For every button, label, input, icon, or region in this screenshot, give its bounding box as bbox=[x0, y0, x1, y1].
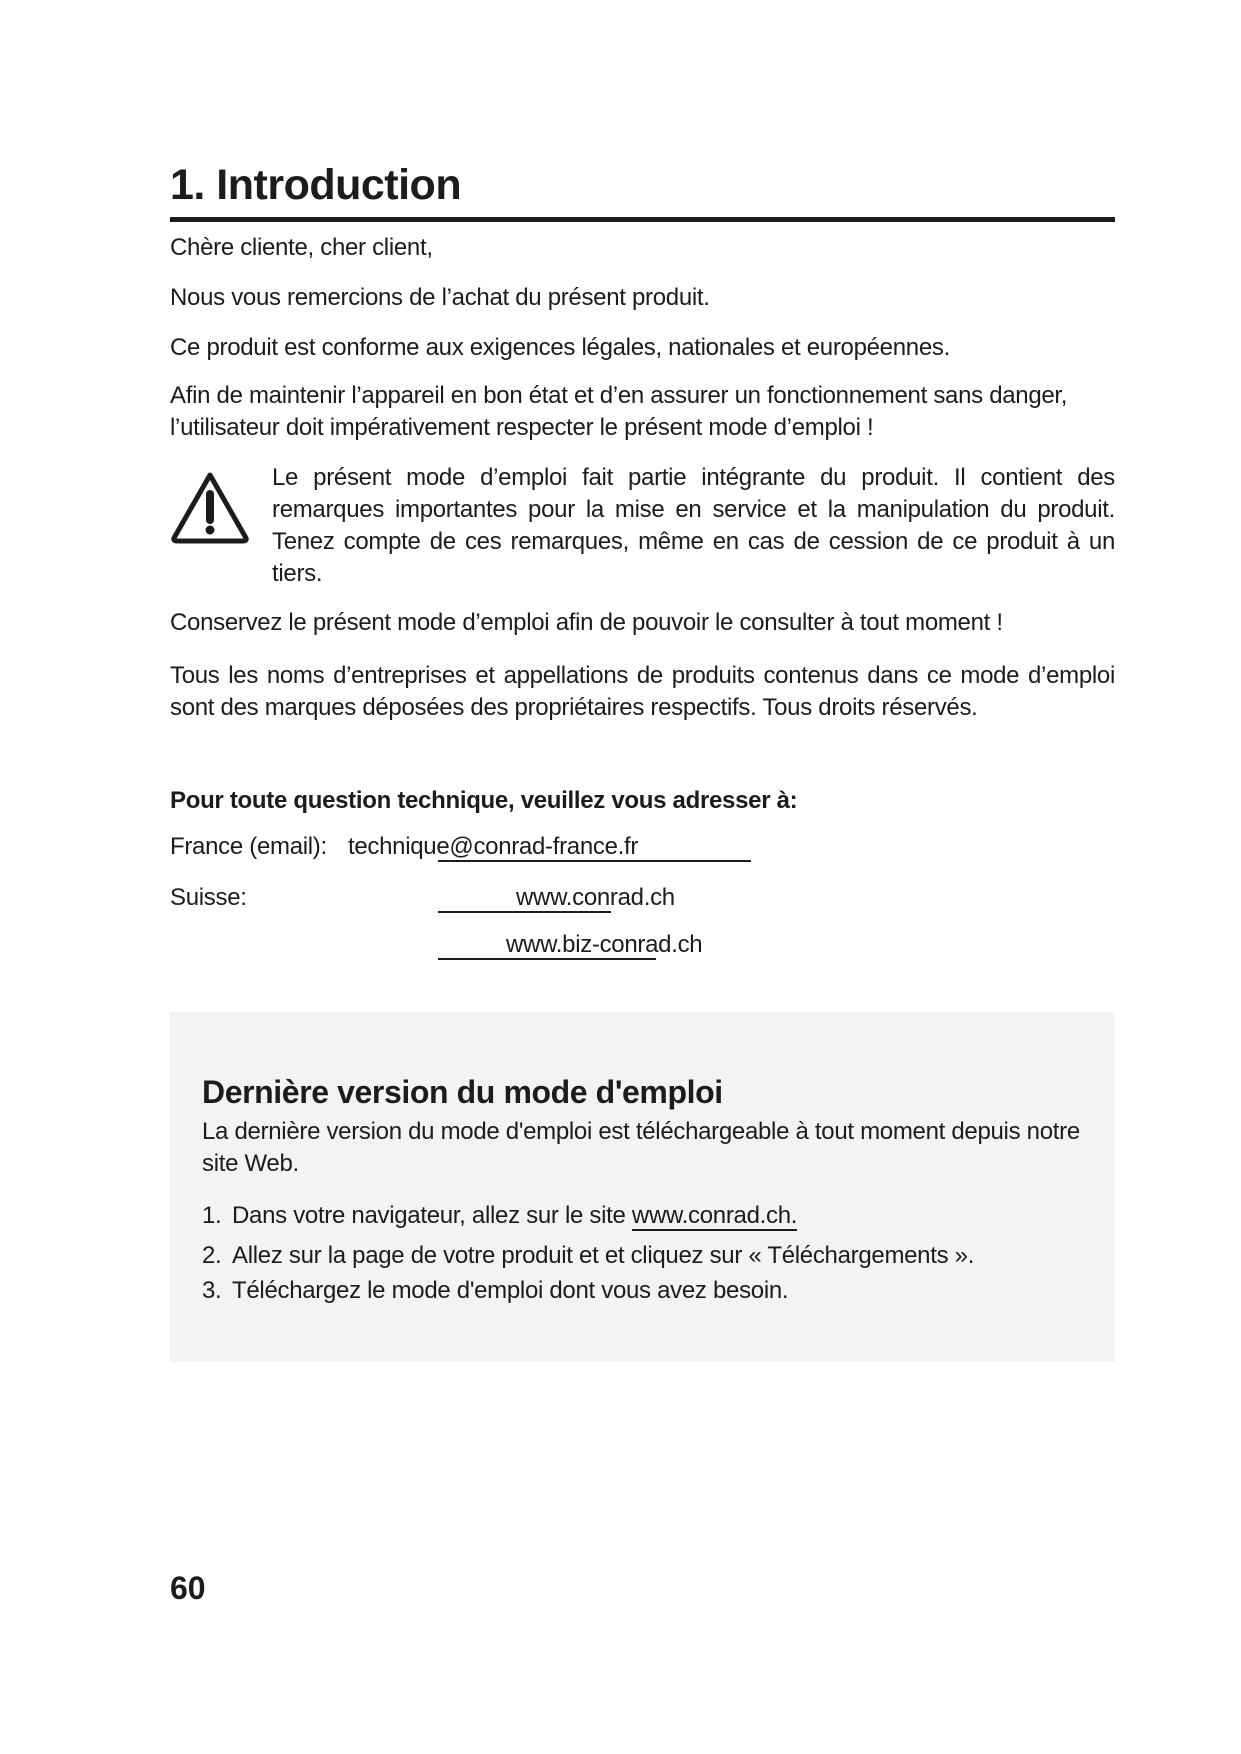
swiss-url-2-link[interactable]: www.biz-conrad.ch bbox=[506, 931, 703, 958]
trademarks-paragraph: Tous les noms d’entreprises et appellations de produits contenus dans ce mode d’emploi sont des marques déposées des propriétaires respectifs. Tous droits réservés. bbox=[170, 662, 1115, 721]
step-number: 2. bbox=[202, 1242, 222, 1269]
document-page bbox=[170, 0, 1115, 1754]
section-heading: 1. Introduction bbox=[170, 155, 1115, 222]
warning-triangle-icon bbox=[170, 470, 250, 544]
latest-version-box bbox=[170, 1012, 1115, 1362]
swiss-url-1-underline bbox=[438, 911, 611, 913]
swiss-url-2-underline bbox=[438, 958, 656, 960]
step-text: Dans votre navigateur, allez sur le site bbox=[232, 1202, 632, 1229]
step-text: Téléchargez le mode d'emploi dont vous avez besoin. bbox=[232, 1277, 789, 1304]
latest-version-title: Dernière version du mode d'emploi bbox=[202, 1074, 723, 1110]
contact-heading: Pour toute question technique, veuillez vous adresser à: bbox=[170, 787, 798, 814]
maintain-paragraph: Afin de maintenir l’appareil en bon état et d’en assurer un fonctionnement sans danger, l’utilisateur doit impérativement respecter le présent mode d’emploi ! bbox=[170, 382, 1068, 441]
latest-version-text: La dernière version du mode d'emploi est téléchargeable à tout moment depuis notre site Web. bbox=[202, 1118, 1080, 1177]
thanks-paragraph: Nous vous remercions de l’achat du présent produit. bbox=[170, 284, 710, 311]
france-email-underline bbox=[438, 860, 751, 862]
france-email-link[interactable]: technique@conrad-france.fr bbox=[348, 833, 639, 860]
france-label: France (email): bbox=[170, 833, 327, 860]
swiss-url-1-link[interactable]: www.conrad.ch bbox=[516, 884, 675, 911]
step-text: Allez sur la page de votre produit et et cliquez sur « Téléchargements ». bbox=[232, 1242, 975, 1269]
conrad-site-link[interactable]: www.conrad.ch. bbox=[631, 1202, 798, 1229]
step-number: 1. bbox=[202, 1202, 222, 1229]
warning-text: Le présent mode d’emploi fait partie intégrante du produit. Il contient des remarques importantes pour la mise en service et la manipulation du produit. Tenez compte de ces remarques, même en cas de cession de ce produit à un tiers. bbox=[272, 464, 1115, 587]
keep-paragraph: Conservez le présent mode d’emploi afin de pouvoir le consulter à tout moment ! bbox=[170, 609, 1003, 636]
step-item bbox=[202, 1275, 1082, 1307]
page-number: 60 bbox=[170, 1570, 206, 1606]
step-item bbox=[202, 1200, 1082, 1232]
conformity-paragraph: Ce produit est conforme aux exigences légales, nationales et européennes. bbox=[170, 334, 950, 361]
greeting-paragraph: Chère cliente, cher client, bbox=[170, 234, 433, 261]
step-item bbox=[202, 1240, 1082, 1272]
swiss-label: Suisse: bbox=[170, 884, 247, 911]
step-number: 3. bbox=[202, 1277, 222, 1304]
